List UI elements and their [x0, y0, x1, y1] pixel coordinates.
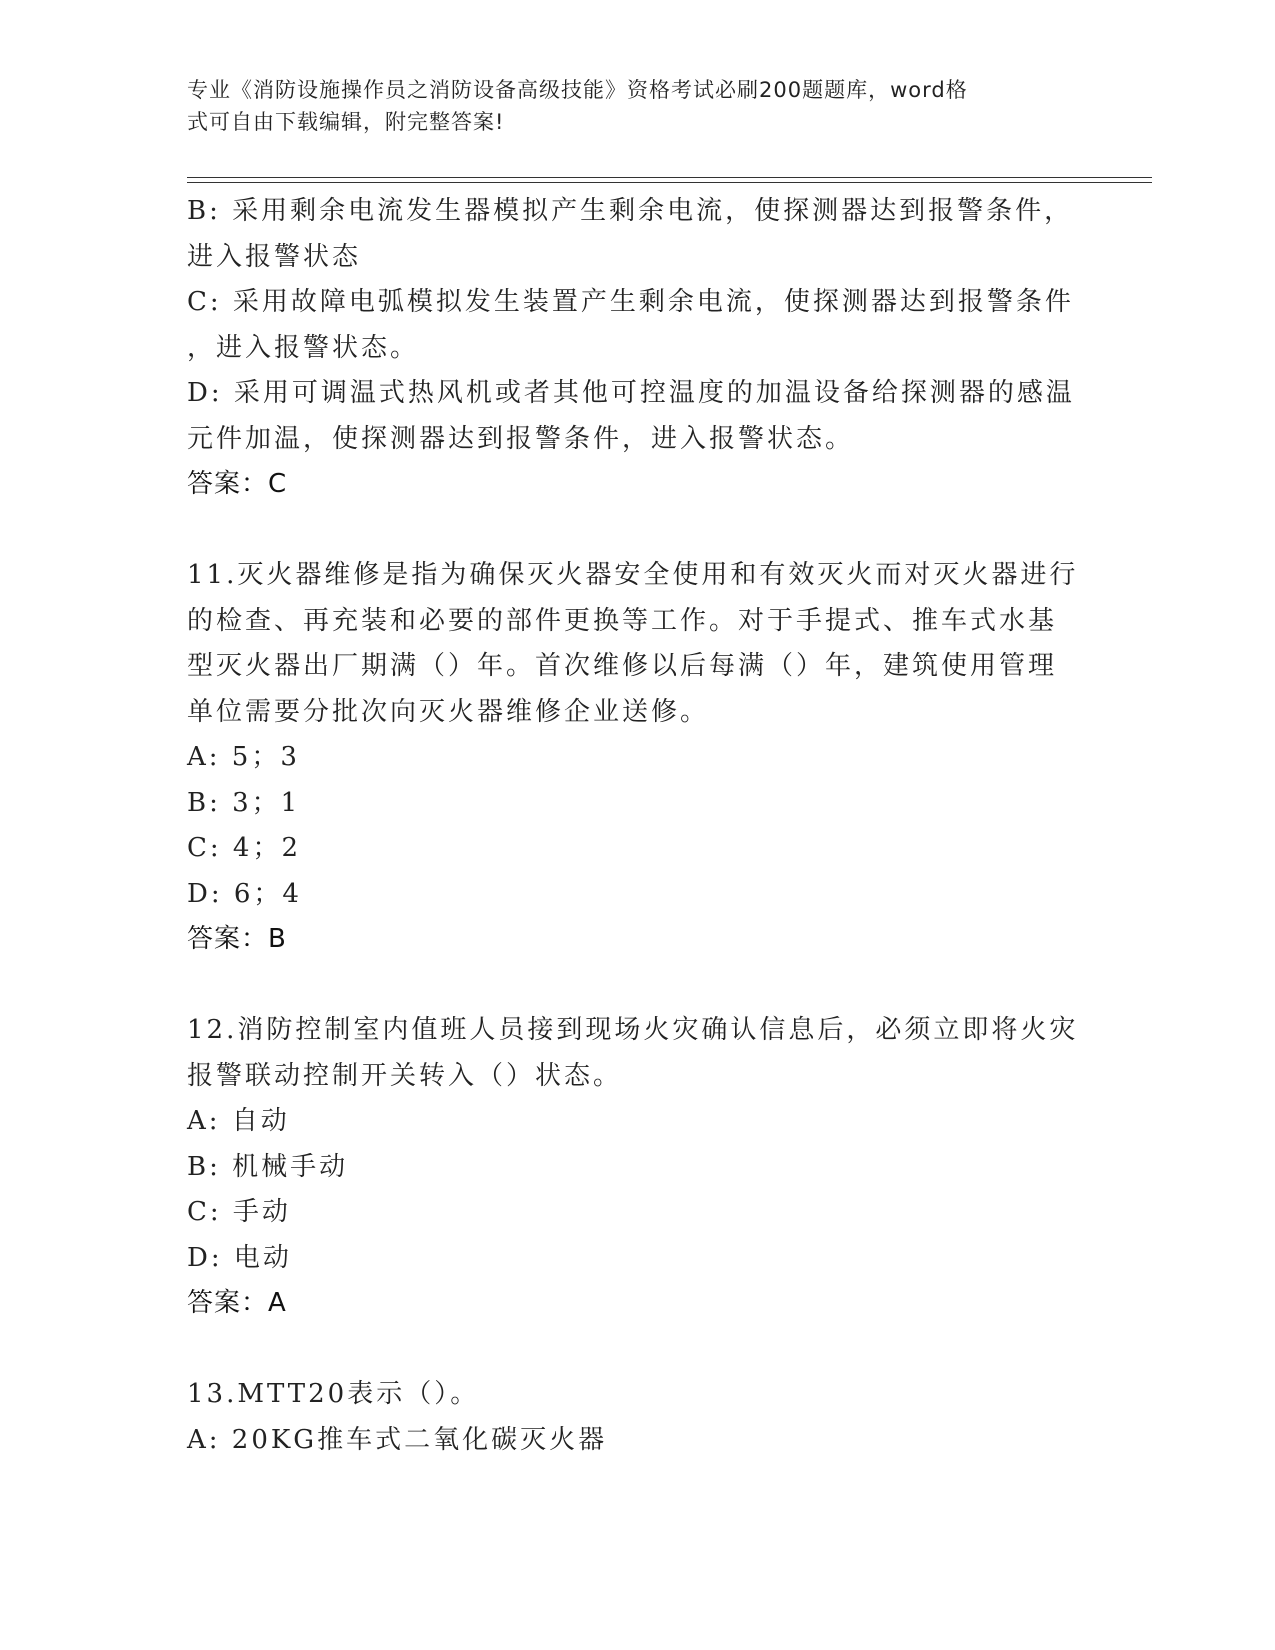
- q10-option-b-line-2: 进入报警状态: [187, 241, 362, 272]
- question-12-block: [187, 1008, 1087, 1327]
- q11-stem-line-3: 型灭火器出厂期满（）年。首次维修以后每满（）年，建筑使用管理: [187, 651, 1058, 681]
- question-13-block: [187, 1372, 1087, 1463]
- q10-option-c-line-1: C: 采用故障电弧模拟发生装置产生剩余电流，使探测器达到报警条件: [187, 287, 1074, 317]
- q10-option-b-line-1: B: 采用剩余电流发生器模拟产生剩余电流，使探测器达到报警条件，: [187, 196, 1074, 226]
- question-10-block: [187, 189, 1087, 508]
- q11-stem-line-2: 的检查、再充装和必要的部件更换等工作。对于手提式、推车式水基: [187, 605, 1058, 636]
- q12-stem-line-2: 报警联动控制开关转入（）状态。: [187, 1060, 623, 1091]
- q11-answer: 答案：B: [187, 924, 287, 954]
- q11-stem-line-4: 单位需要分批次向灭火器维修企业送修。: [187, 696, 710, 727]
- spacer: [187, 1327, 1087, 1373]
- header-line-2: 式可自由下载编辑，附完整答案!: [187, 110, 505, 134]
- q13-stem-line-1: 13.MTT20表示（）。: [187, 1379, 480, 1409]
- spacer: [187, 963, 1087, 1009]
- q10-option-d-line-1: D: 采用可调温式热风机或者其他可控温度的加温设备给探测器的感温: [187, 378, 1075, 408]
- q10-option-d-line-2: 元件加温，使探测器达到报警条件，进入报警状态。: [187, 423, 855, 454]
- document-body: [187, 189, 1087, 1463]
- q11-option-c: C: 4；2: [187, 833, 302, 863]
- header-line-1: 专业《消防设施操作员之消防设备高级技能》资格考试必刷200题题库，word格: [187, 78, 968, 102]
- q11-option-d: D: 6；4: [187, 878, 302, 909]
- q12-option-c: C: 手动: [187, 1197, 291, 1227]
- q12-option-b: B: 机械手动: [187, 1151, 349, 1182]
- q12-option-d: D: 电动: [187, 1242, 292, 1273]
- q12-option-a: A: 自动: [187, 1106, 290, 1136]
- q11-stem-line-1: 11.灭火器维修是指为确保灭火器安全使用和有效灭火而对灭火器进行: [187, 560, 1079, 590]
- q11-option-b: B: 3；1: [187, 787, 301, 818]
- q10-answer: 答案：C: [187, 469, 288, 499]
- q12-stem-line-1: 12.消防控制室内值班人员接到现场火灾确认信息后，必须立即将火灾: [187, 1015, 1079, 1045]
- q11-option-a: A: 5；3: [187, 742, 300, 772]
- q10-option-c-line-2: ，进入报警状态。: [187, 332, 420, 363]
- q13-option-a: A: 20KG推车式二氧化碳灭火器: [187, 1424, 608, 1455]
- header-divider-top: [187, 177, 1152, 178]
- question-11-block: [187, 553, 1087, 963]
- document-header: [187, 74, 1067, 138]
- header-divider-bottom: [187, 182, 1152, 183]
- spacer: [187, 508, 1087, 554]
- q12-answer: 答案：A: [187, 1288, 287, 1318]
